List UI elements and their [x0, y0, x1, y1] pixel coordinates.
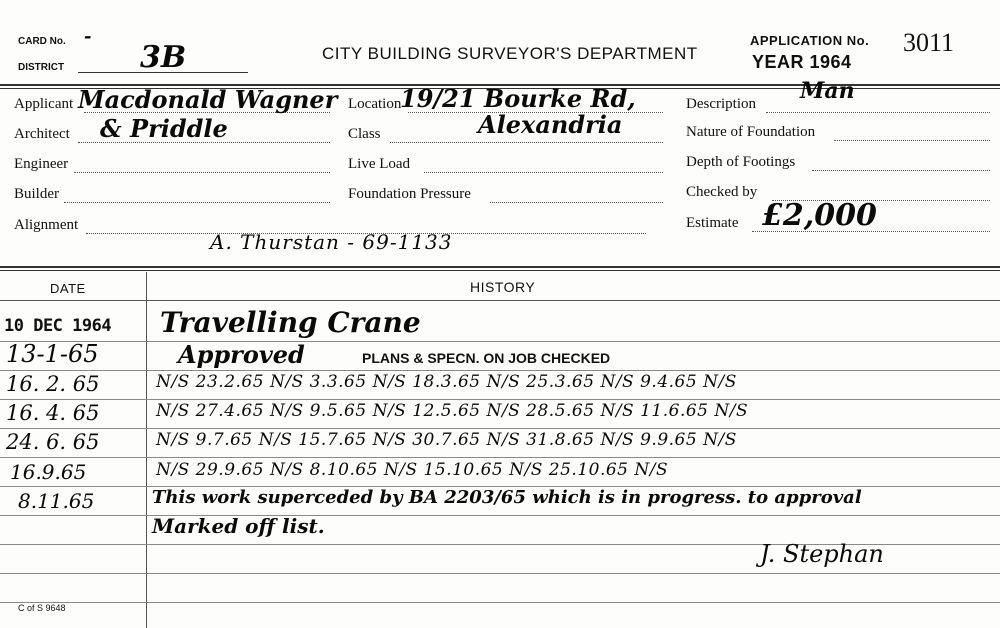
depth-of-footings-label: Depth of Footings [686, 154, 796, 170]
history-column-header: HISTORY [470, 279, 536, 295]
history-date: 16.9.65 [10, 460, 87, 484]
checked-by-label: Checked by [686, 184, 758, 200]
card-no-value: - [84, 26, 92, 47]
date-column-header: DATE [50, 281, 86, 296]
year-label: YEAR 1964 [752, 52, 852, 72]
history-text: Approved [178, 340, 305, 369]
location-value-line2: Alexandria [478, 110, 623, 139]
application-no-label: APPLICATION No. [750, 33, 870, 48]
form-code: C of S 9648 [18, 603, 66, 613]
district-label: DISTRICT [18, 62, 65, 73]
description-label: Description [686, 96, 756, 112]
column-divider [146, 272, 147, 628]
live-load-label: Live Load [348, 156, 411, 172]
estimate-label: Estimate [686, 215, 739, 231]
applicant-value: Macdonald Wagner [78, 85, 338, 114]
signature: J. Stephan [760, 540, 884, 568]
architect-value: & Priddle [100, 114, 228, 143]
checked-stamp: PLANS & SPECN. ON JOB CHECKED [362, 350, 611, 366]
history-date: 24. 6. 65 [6, 430, 100, 454]
history-text: N/S 9.7.65 N/S 15.7.65 N/S 30.7.65 N/S 31.8.65 N/S 9.9.65 N/S [156, 430, 737, 450]
history-date: 8.11.65 [18, 489, 95, 513]
history-text: Travelling Crane [160, 306, 421, 339]
location-label: Location [348, 96, 402, 112]
contact-note: A. Thurstan - 69-1133 [210, 230, 453, 254]
alignment-label: Alignment [14, 217, 79, 233]
history-date: 16. 2. 65 [6, 372, 100, 396]
history-text: N/S 29.9.65 N/S 8.10.65 N/S 15.10.65 N/S 25.10.65 N/S [156, 460, 669, 480]
engineer-label: Engineer [14, 156, 69, 172]
history-date: 10 DEC 1964 [4, 316, 112, 336]
history-text: N/S 23.2.65 N/S 3.3.65 N/S 18.3.65 N/S 25.3.65 N/S 9.4.65 N/S [156, 372, 737, 392]
location-value: 19/21 Bourke Rd, [400, 84, 636, 113]
builder-label: Builder [14, 186, 59, 202]
history-text: Marked off list. [152, 514, 325, 538]
card-no-label: CARD No. [18, 36, 66, 47]
description-value: Man [800, 78, 855, 104]
application-no: 3011 [903, 28, 955, 57]
history-text: This work superceded by BA 2203/65 which is in progress. to approval [152, 487, 862, 508]
nature-of-foundation-label: Nature of Foundation [686, 124, 816, 140]
foundation-pressure-label: Foundation Pressure [348, 186, 471, 202]
department-title: CITY BUILDING SURVEYOR'S DEPARTMENT [322, 44, 698, 63]
applicant-label: Applicant [14, 96, 74, 112]
class-label: Class [348, 126, 381, 142]
history-text: N/S 27.4.65 N/S 9.5.65 N/S 12.5.65 N/S 28.5.65 N/S 11.6.65 N/S [156, 401, 749, 421]
estimate-value: £2,000 [762, 198, 877, 233]
district-value: 3B [140, 40, 187, 75]
history-date: 13-1-65 [6, 340, 99, 368]
history-date: 16. 4. 65 [6, 401, 100, 425]
architect-label: Architect [14, 126, 70, 142]
